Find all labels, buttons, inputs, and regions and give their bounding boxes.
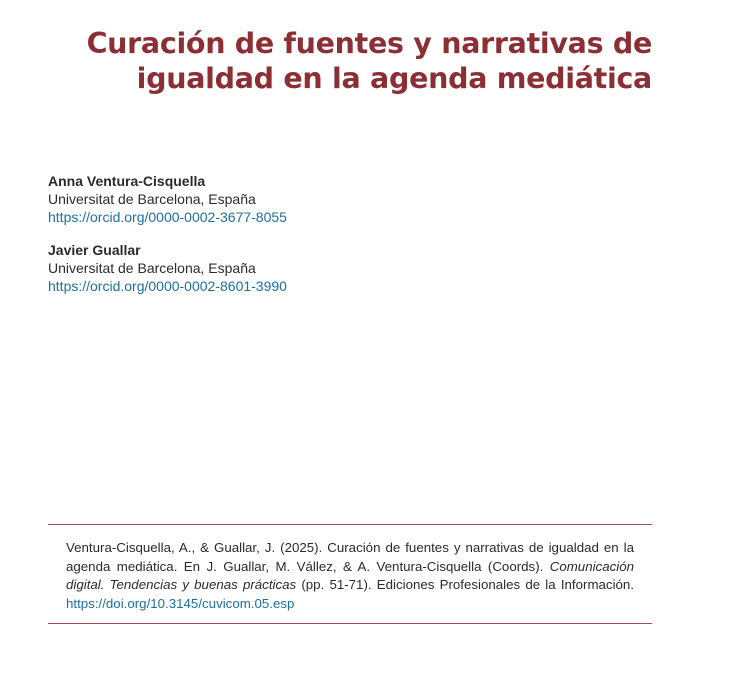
author-list [48, 172, 648, 310]
chapter-title-line-2: igualdad en la agenda mediática [136, 62, 652, 95]
chapter-title-line-1: Curación de fuentes y narrativas de [86, 27, 652, 60]
citation-publisher: (pp. 51-71). Ediciones Profesionales de la Información. [296, 577, 635, 592]
chapter-title [60, 26, 652, 96]
citation-text [66, 539, 634, 613]
author-name: Anna Ventura-Cisquella [48, 173, 206, 189]
citation-box [48, 524, 652, 624]
citation-book-title: Comunicación digital. Tendencias y buenas prácticas [66, 558, 634, 592]
author-entry [48, 241, 648, 295]
citation-reference: Ventura-Cisquella, A., & Guallar, J. (2025). Curación de fuentes y narrativas de igualdad en la agenda mediática. En J. Guallar, M. Vállez, & A. Ventura-Cisquella (Coords). [66, 540, 634, 574]
author-affiliation: Universitat de Barcelona, España [48, 191, 256, 207]
citation-doi-link[interactable]: https://doi.org/10.3145/cuvicom.05.esp [66, 595, 295, 611]
author-orcid-link[interactable]: https://orcid.org/0000-0002-3677-8055 [48, 209, 287, 225]
author-orcid-link[interactable]: https://orcid.org/0000-0002-8601-3990 [48, 278, 287, 294]
author-affiliation: Universitat de Barcelona, España [48, 260, 256, 276]
author-name: Javier Guallar [48, 242, 141, 258]
author-entry [48, 172, 648, 226]
